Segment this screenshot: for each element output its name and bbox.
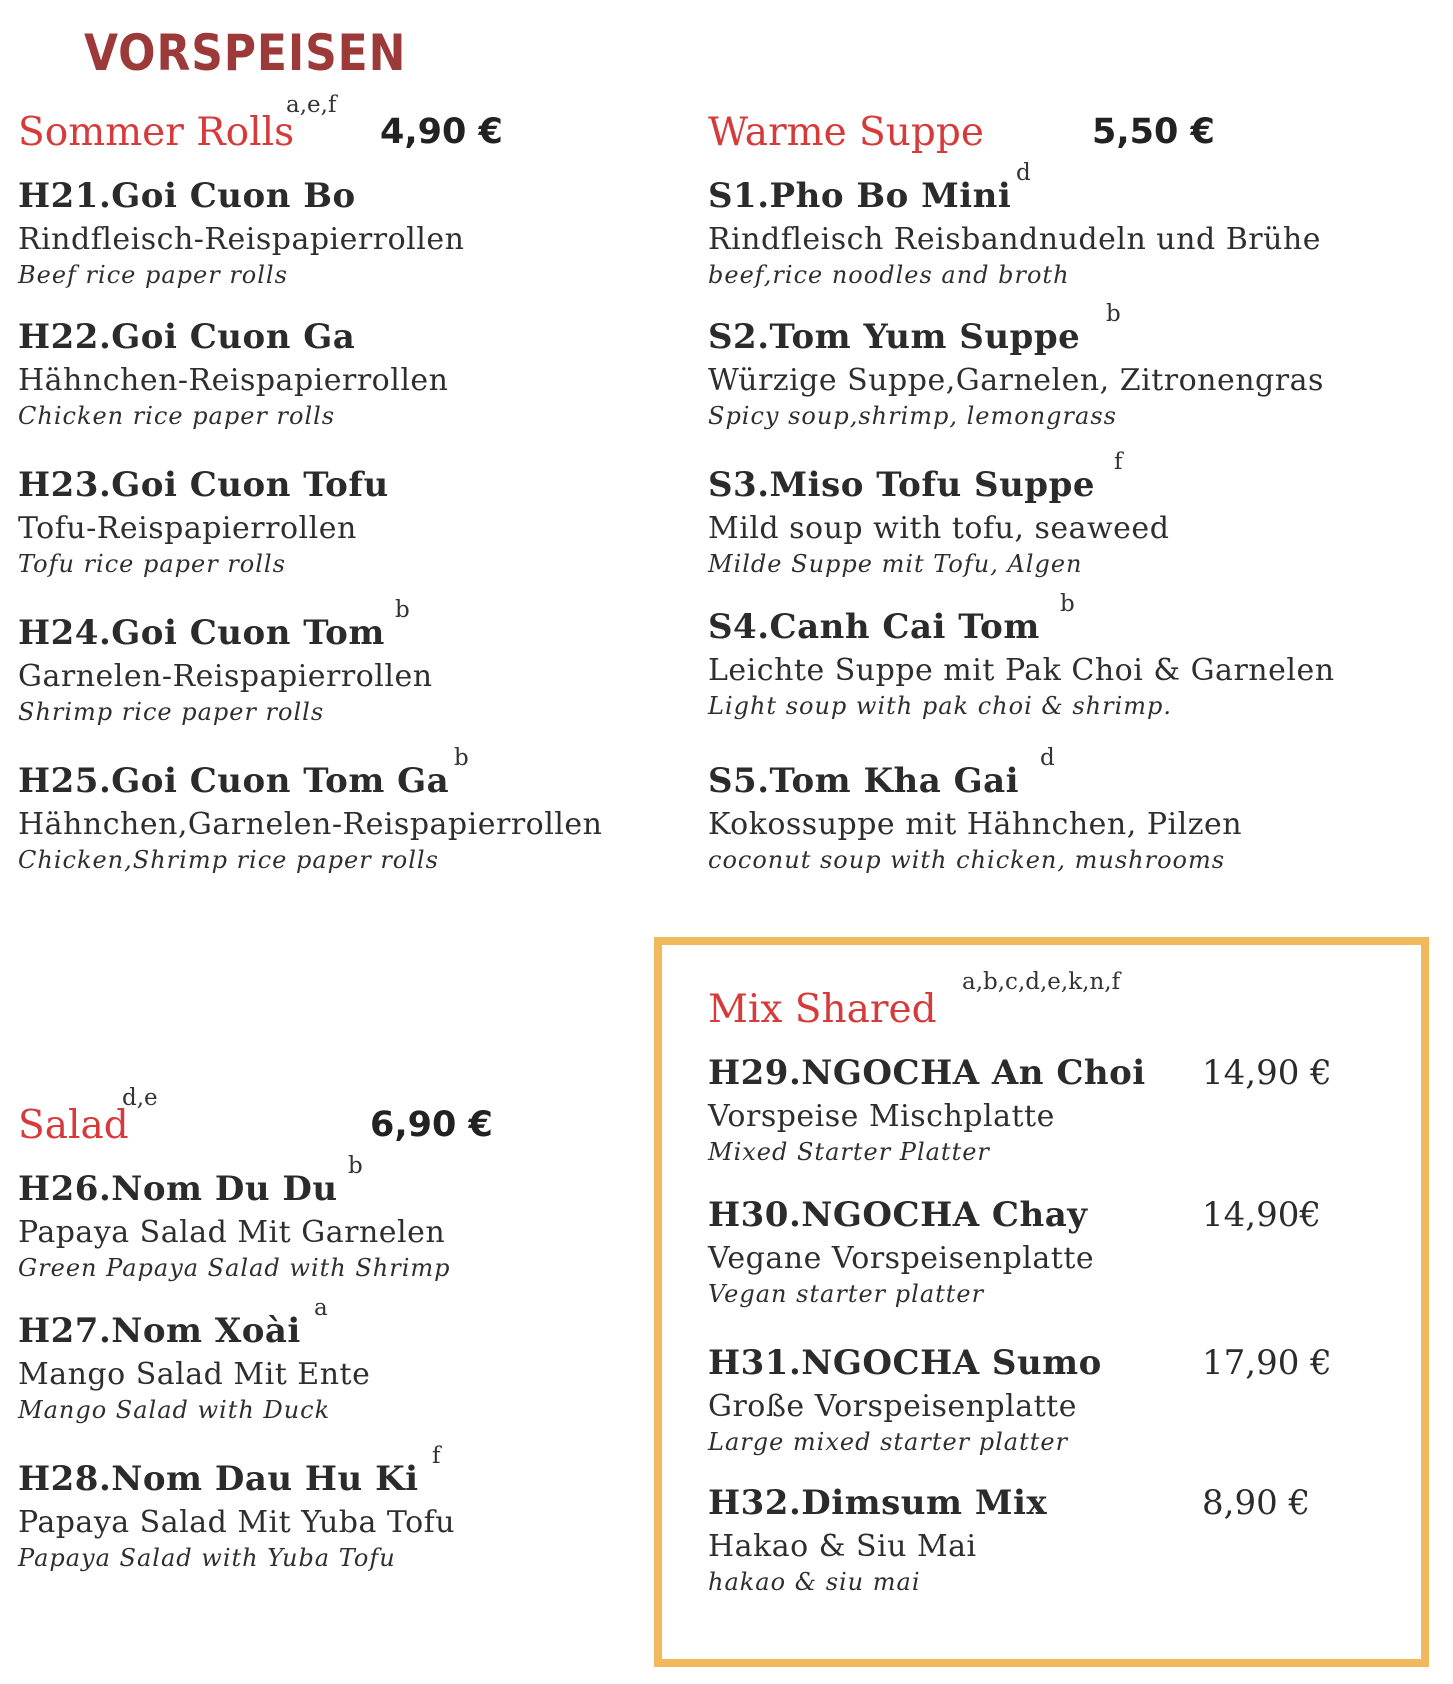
item-allergen: d <box>1040 745 1055 771</box>
item-description-en: beef,rice noodles and broth <box>708 261 1070 289</box>
item-description-en: Green Papaya Salad with Shrimp <box>18 1254 451 1282</box>
menu-item <box>18 317 718 430</box>
item-allergen: f <box>1114 449 1123 475</box>
item-name: H22.Goi Cuon Ga <box>18 317 356 357</box>
item-description-de: Mild soup with tofu, seaweed <box>708 511 1170 546</box>
item-description-de: Vegane Vorspeisenplatte <box>708 1241 1095 1276</box>
menu-item <box>708 745 1408 874</box>
item-description-en: Shrimp rice paper rolls <box>18 698 325 726</box>
item-price: 8,90 € <box>1202 1483 1311 1523</box>
item-name: S4.Canh Cai Tom <box>708 607 1040 647</box>
section-allergens: d,e <box>122 1085 158 1111</box>
menu-item <box>18 597 718 726</box>
menu-item <box>708 449 1408 578</box>
menu-item <box>708 160 1408 289</box>
item-description-de: Würzige Suppe,Garnelen, Zitronengras <box>708 363 1324 398</box>
section-price: 4,90 € <box>380 112 503 152</box>
item-name: H24.Goi Cuon Tom <box>18 613 385 653</box>
item-description-en: hakao & siu mai <box>708 1568 921 1596</box>
item-description-en: Spicy soup,shrimp, lemongrass <box>708 402 1117 430</box>
item-description-de: Große Vorspeisenplatte <box>708 1389 1077 1424</box>
menu-item <box>708 301 1408 430</box>
menu-item <box>708 591 1408 720</box>
item-allergen: b <box>454 745 469 771</box>
item-name: H30.NGOCHA Chay <box>708 1195 1088 1235</box>
item-name: H32.Dimsum Mix <box>708 1483 1048 1523</box>
item-description-de: Papaya Salad Mit Yuba Tofu <box>18 1505 456 1540</box>
item-description-en: Mixed Starter Platter <box>708 1138 990 1166</box>
item-description-en: Light soup with pak choi & shrimp. <box>708 692 1173 720</box>
item-name: H23.Goi Cuon Tofu <box>18 465 389 505</box>
item-description-en: Chicken rice paper rolls <box>18 402 336 430</box>
item-description-de: Rindfleisch-Reispapierrollen <box>18 222 465 257</box>
item-description-de: Leichte Suppe mit Pak Choi & Garnelen <box>708 653 1335 688</box>
item-description-de: Mango Salad Mit Ente <box>18 1357 371 1392</box>
item-name: H27.Nom Xoài <box>18 1311 301 1351</box>
item-description-de: Hakao & Siu Mai <box>708 1529 977 1564</box>
item-description-en: Tofu rice paper rolls <box>18 550 286 578</box>
section-header <box>18 92 698 170</box>
section-allergens: a,e,f <box>286 92 337 118</box>
item-description-en: Beef rice paper rolls <box>18 261 288 289</box>
item-description-en: Milde Suppe mit Tofu, Algen <box>708 550 1083 578</box>
item-description-de: Kokossuppe mit Hähnchen, Pilzen <box>708 807 1243 842</box>
menu-item <box>18 1153 718 1282</box>
menu-item <box>18 1295 718 1424</box>
item-price: 17,90 € <box>1202 1343 1332 1383</box>
section-title: Mix Shared <box>708 987 937 1032</box>
item-name: S5.Tom Kha Gai <box>708 761 1020 801</box>
section-title: Warme Suppe <box>708 110 984 155</box>
item-allergen: b <box>1060 591 1075 617</box>
item-allergen: b <box>1106 301 1121 327</box>
section-price: 6,90 € <box>370 1105 493 1145</box>
item-allergen: b <box>348 1153 363 1179</box>
item-description-de: Hähnchen,Garnelen-Reispapierrollen <box>18 807 603 842</box>
item-description-en: Mango Salad with Duck <box>18 1396 331 1424</box>
item-description-en: Papaya Salad with Yuba Tofu <box>18 1544 396 1572</box>
menu-item <box>708 1053 1408 1166</box>
menu-item <box>18 465 718 578</box>
item-description-en: Chicken,Shrimp rice paper rolls <box>18 846 439 874</box>
item-name: S3.Miso Tofu Suppe <box>708 465 1095 505</box>
menu-item <box>708 1483 1408 1596</box>
page-title: VORSPEISEN <box>84 24 407 82</box>
item-description-en: coconut soup with chicken, mushrooms <box>708 846 1226 874</box>
item-description-de: Garnelen-Reispapierrollen <box>18 659 433 694</box>
section-warme-suppe <box>708 110 1428 874</box>
menu-item <box>708 1195 1408 1308</box>
section-title: Sommer Rolls <box>18 110 295 155</box>
item-allergen: a <box>314 1295 328 1321</box>
item-name: H21.Goi Cuon Bo <box>18 176 356 216</box>
item-allergen: f <box>432 1443 441 1469</box>
item-description-de: Tofu-Reispapierrollen <box>18 511 357 546</box>
item-price: 14,90€ <box>1202 1195 1321 1235</box>
item-description-de: Hähnchen-Reispapierrollen <box>18 363 449 398</box>
item-allergen: b <box>395 597 410 623</box>
section-title: Salad <box>18 1103 129 1148</box>
section-header <box>708 110 1428 170</box>
section-mix-shared <box>708 969 1408 1596</box>
item-name: S2.Tom Yum Suppe <box>708 317 1081 357</box>
section-allergens: a,b,c,d,e,k,n,f <box>962 969 1121 995</box>
menu-item <box>18 1443 718 1572</box>
menu-item <box>18 176 718 289</box>
section-price: 5,50 € <box>1092 112 1215 152</box>
item-name: H29.NGOCHA An Choi <box>708 1053 1146 1093</box>
item-allergen: d <box>1016 160 1031 186</box>
menu-item <box>708 1343 1408 1456</box>
item-description-en: Vegan starter platter <box>708 1280 985 1308</box>
item-name: S1.Pho Bo Mini <box>708 176 1012 216</box>
item-description-de: Rindfleisch Reisbandnudeln und Brühe <box>708 222 1321 257</box>
item-price: 14,90 € <box>1202 1053 1332 1093</box>
section-sommer-rolls <box>18 92 698 874</box>
menu-item <box>18 745 718 874</box>
item-name: H28.Nom Dau Hu Ki <box>18 1459 419 1499</box>
item-description-de: Papaya Salad Mit Garnelen <box>18 1215 446 1250</box>
item-description-en: Large mixed starter platter <box>708 1428 1069 1456</box>
item-description-de: Vorspeise Mischplatte <box>708 1099 1055 1134</box>
item-name: H25.Goi Cuon Tom Ga <box>18 761 450 801</box>
item-name: H26.Nom Du Du <box>18 1169 338 1209</box>
item-name: H31.NGOCHA Sumo <box>708 1343 1102 1383</box>
section-salad <box>18 1085 698 1572</box>
section-header <box>708 969 1408 1047</box>
